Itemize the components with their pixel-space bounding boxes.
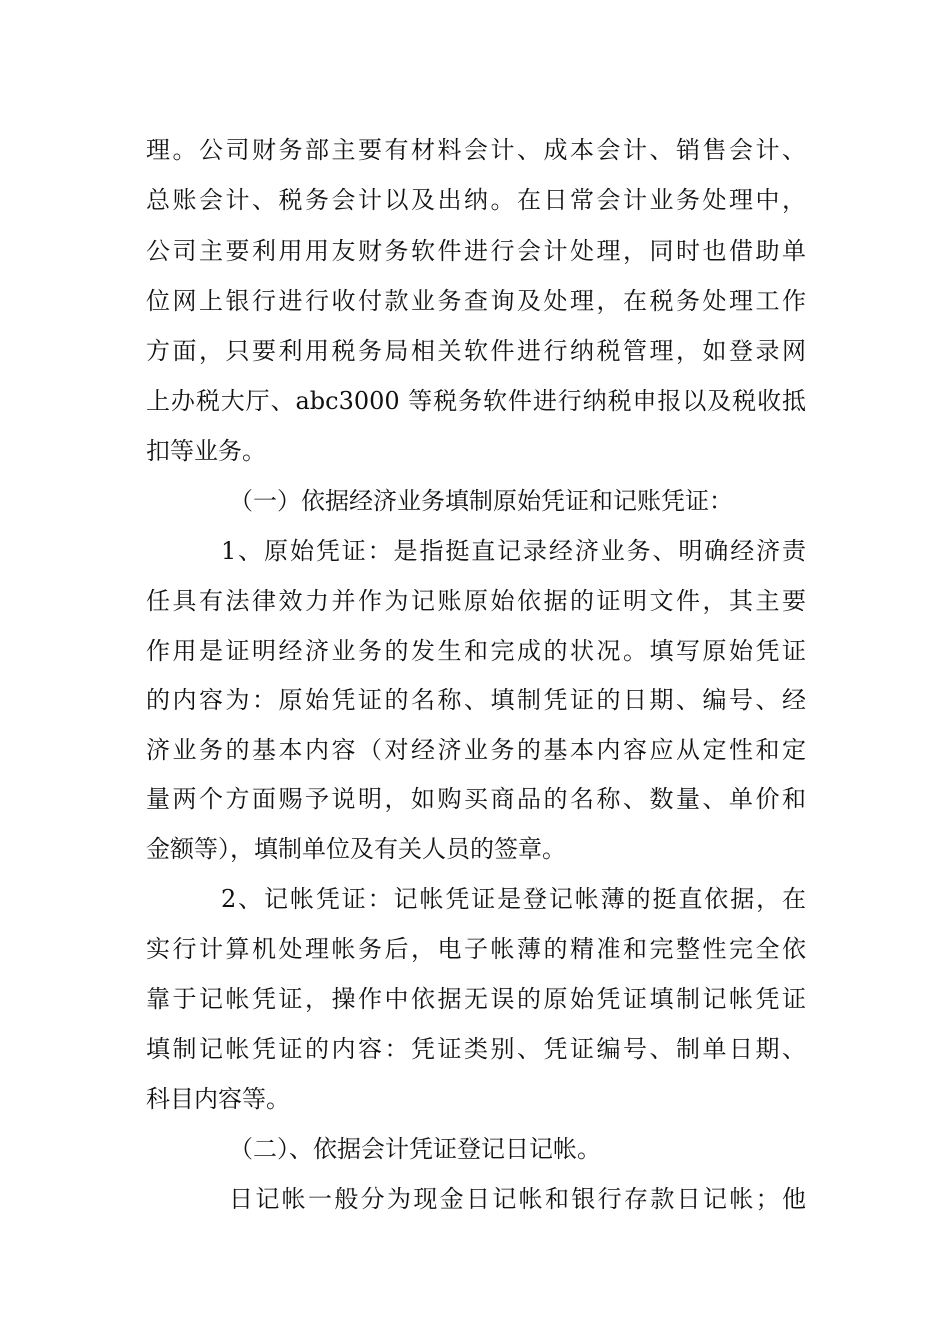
paragraph-line-11: 作用是证明经济业务的发生和完成的状况。填写原始凭证 — [146, 637, 806, 665]
paragraph-line-14: 量两个方面赐予说明，如购买商品的名称、数量、单价和 — [146, 785, 806, 813]
paragraph-line-2: 总账会计、税务会计以及出纳。在日常会计业务处理中， — [146, 186, 806, 214]
section-heading-1: （一）依据经济业务填制原始凭证和记账凭证： — [229, 487, 733, 515]
paragraph-line-6: 上办税大厅、abc3000 等税务软件进行纳税申报以及税收抵 — [146, 387, 806, 415]
paragraph-line-7: 扣等业务。 — [146, 437, 266, 465]
paragraph-line-17: 实行计算机处理帐务后，电子帐薄的精准和完整性完全依 — [146, 935, 806, 963]
paragraph-line-1: 理。公司财务部主要有材料会计、成本会计、销售会计、 — [146, 136, 806, 164]
paragraph-line-5: 方面，只要利用税务局相关软件进行纳税管理，如登录网 — [146, 337, 806, 365]
paragraph-line-12: 的内容为：原始凭证的名称、填制凭证的日期、编号、经 — [146, 686, 806, 714]
paragraph-line-20: 科目内容等。 — [146, 1085, 290, 1113]
paragraph-line-10: 任具有法律效力并作为记账原始依据的证明文件，其主要 — [146, 587, 806, 615]
paragraph-line-3: 公司主要利用用友财务软件进行会计处理，同时也借助单 — [146, 237, 806, 265]
paragraph-line-18: 靠于记帐凭证，操作中依据无误的原始凭证填制记帐凭证 — [146, 985, 806, 1013]
paragraph-line-9: 1、原始凭证：是指挺直记录经济业务、明确经济责 — [221, 537, 806, 565]
paragraph-line-22: 日记帐一般分为现金日记帐和银行存款日记帐；他 — [229, 1185, 806, 1213]
paragraph-line-4: 位网上银行进行收付款业务查询及处理，在税务处理工作 — [146, 287, 806, 315]
section-heading-2: （二）、依据会计凭证登记日记帐。 — [229, 1135, 601, 1163]
paragraph-line-13: 济业务的基本内容（对经济业务的基本内容应从定性和定 — [146, 736, 806, 764]
paragraph-line-19: 填制记帐凭证的内容：凭证类别、凭证编号、制单日期、 — [146, 1035, 806, 1063]
paragraph-line-16: 2、记帐凭证：记帐凭证是登记帐薄的挺直依据，在 — [221, 885, 806, 913]
paragraph-line-15: 金额等），填制单位及有关人员的签章。 — [146, 835, 566, 863]
